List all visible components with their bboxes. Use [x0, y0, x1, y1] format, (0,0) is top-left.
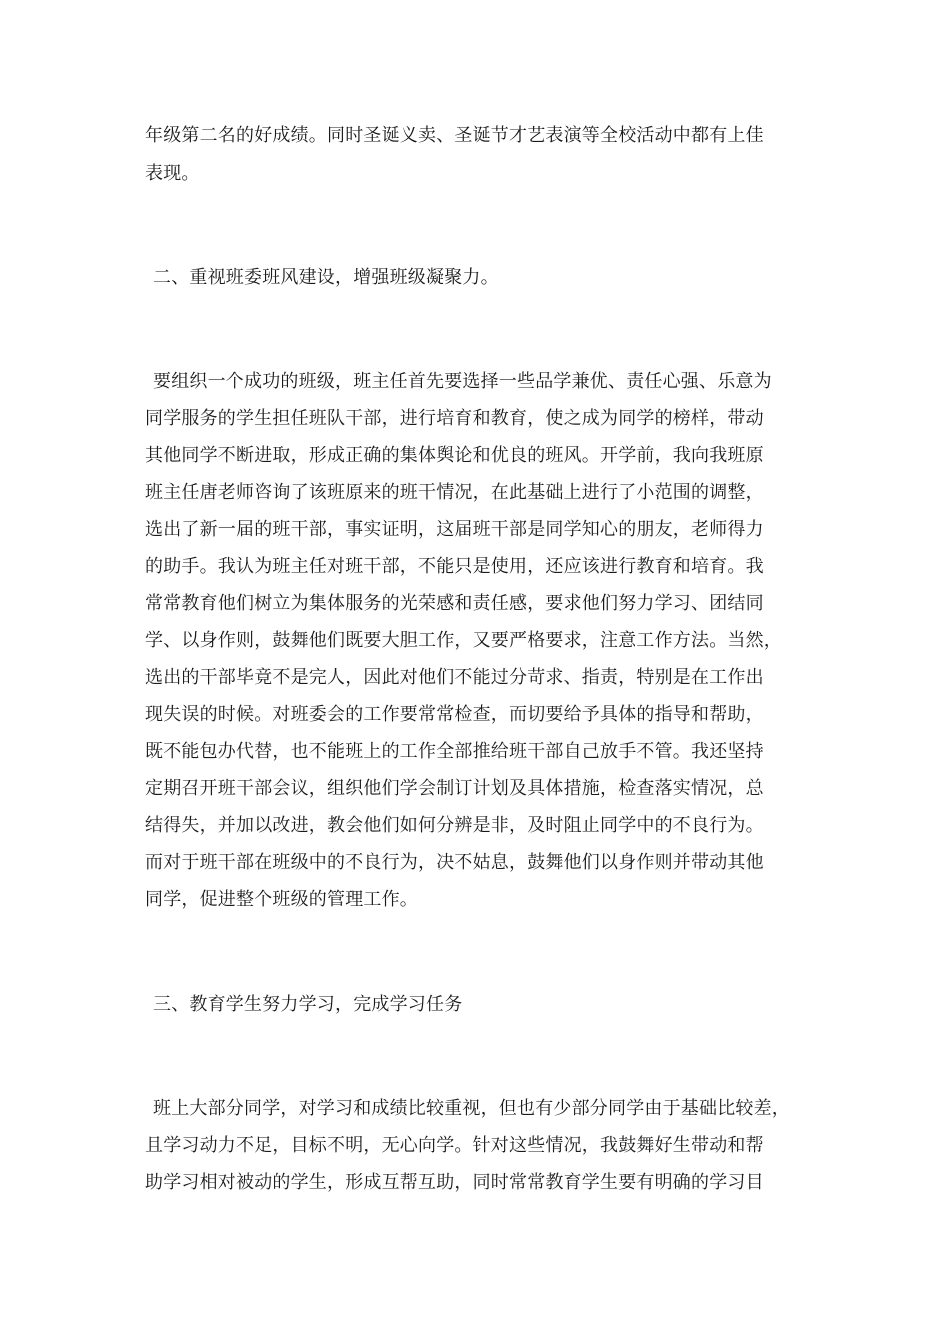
paragraph-line: 同学服务的学生担任班队干部，进行培育和教育，使之成为同学的榜样，带动 — [145, 408, 764, 429]
paragraph-line: 定期召开班干部会议，组织他们学会制订计划及具体措施，检查落实情况，总 — [145, 778, 764, 799]
paragraph-line: 既不能包办代替，也不能班上的工作全部推给班干部自己放手不管。我还坚持 — [145, 741, 764, 762]
section-heading-3: 三、教育学生努力学习，完成学习任务 — [153, 994, 463, 1015]
paragraph-line: 其他同学不断进取，形成正确的集体舆论和优良的班风。开学前，我向我班原 — [145, 445, 764, 466]
paragraph-line: 班主任唐老师咨询了该班原来的班干情况，在此基础上进行了小范围的调整， — [145, 482, 764, 503]
paragraph-line: 的助手。我认为班主任对班干部，不能只是使用，还应该进行教育和培育。我 — [145, 556, 764, 577]
paragraph-line: 现失误的时候。对班委会的工作要常常检查，而切要给予具体的指导和帮助， — [145, 704, 764, 725]
paragraph-line: 年级第二名的好成绩。同时圣诞义卖、圣诞节才艺表演等全校活动中都有上佳 — [145, 125, 764, 146]
paragraph-line: 表现。 — [145, 163, 200, 184]
paragraph-line: 且学习动力不足，目标不明，无心向学。针对这些情况，我鼓舞好生带动和帮 — [145, 1135, 764, 1156]
paragraph-line: 结得失，并加以改进，教会他们如何分辨是非，及时阻止同学中的不良行为。 — [145, 815, 764, 836]
paragraph-line: 选出了新一届的班干部，事实证明，这届班干部是同学知心的朋友，老师得力 — [145, 519, 764, 540]
paragraph-line: 同学，促进整个班级的管理工作。 — [145, 889, 418, 910]
paragraph-line: 助学习相对被动的学生，形成互帮互助，同时常常教育学生要有明确的学习目 — [145, 1172, 764, 1193]
paragraph-line: 而对于班干部在班级中的不良行为，决不姑息，鼓舞他们以身作则并带动其他 — [145, 852, 764, 873]
paragraph-line: 班上大部分同学，对学习和成绩比较重视，但也有少部分同学由于基础比较差， — [153, 1098, 790, 1119]
paragraph-line: 常常教育他们树立为集体服务的光荣感和责任感，要求他们努力学习、团结同 — [145, 593, 764, 614]
paragraph-line: 要组织一个成功的班级，班主任首先要选择一些品学兼优、责任心强、乐意为 — [153, 371, 772, 392]
paragraph-line: 学、以身作则，鼓舞他们既要大胆工作，又要严格要求，注意工作方法。当然， — [145, 630, 782, 651]
paragraph-line: 选出的干部毕竟不是完人，因此对他们不能过分苛求、指责，特别是在工作出 — [145, 667, 764, 688]
section-heading-2: 二、重视班委班风建设，增强班级凝聚力。 — [153, 267, 499, 288]
